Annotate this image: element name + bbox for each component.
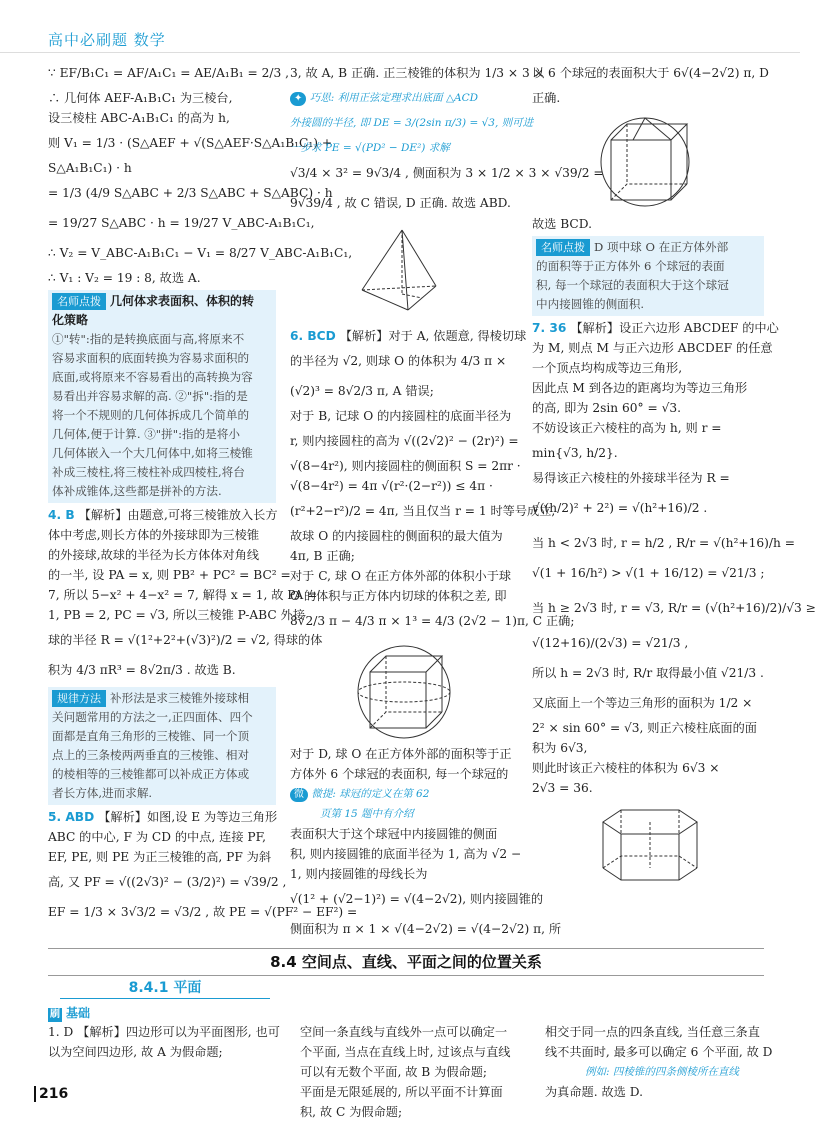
note-line [290,784,518,804]
solution-line: 3, 故 A, B 正确. 正三棱锥的体积为 1/3 × 3 × [290,66,544,80]
tip-box-method [48,687,276,805]
question-text: 【解析】如图,设 E 为等边三角形 [98,810,278,824]
question-4-line [48,505,276,525]
answer-line: 积, 故 C 为假命题; [300,1105,403,1119]
tip-line: 底面,或将原来不容易看出的高转换为容 [52,370,253,384]
side-note-tip [290,88,534,158]
answer-line: 1. D 【解析】四边形可以为平面图形, 也可 [48,1025,280,1039]
note-line [290,88,518,108]
solution-line: 1, 则内接圆锥的母线长为 [290,867,428,881]
solution-line: 表面积大于这个球冠中内接圆锥的侧面 [290,827,498,841]
solution-line: ∴ 几何体 AEF-A₁B₁C₁ 为三棱台, [48,91,233,105]
question-6-line: r, 则内接圆柱的高为 √((2√2)² − (2r)²) = [290,434,519,448]
tip-line: 补成三棱柱,将三棱柱补成四棱柱,将台 [52,465,245,479]
section-header [48,948,764,976]
answer-line: 为真命题. 故选 D. [545,1085,643,1099]
tip-line: 将一个不规则的几何体拆成几个简单的 [52,408,250,422]
solution-line: 故选 BCD. [532,217,592,231]
question-6-line: O 的体积与正方体内切球的体积之差, 即 [290,589,507,603]
question-7-line: 所以 h = 2√3 时, R/r 取得最小值 √21/3 . [532,666,764,680]
note-text: 微提: 球冠的定义在第 62 [311,788,430,800]
tip-title: 几何体求表面积、体积的转 [110,294,255,308]
level-text: 基础 [66,1006,91,1020]
question-4-line: 7, 所以 5−x² + 4−x² = 7, 解得 x = 1, 故 PA = [48,588,318,602]
pyramid-figure [344,222,464,322]
level-icon: 刷 [50,1009,60,1020]
tip-line: 化策略 [52,313,89,327]
section-title: 8.4 空间点、直线、平面之间的位置关系 [270,953,542,971]
tip-line: 面都是直角三角形的三棱锥、同一个顶 [52,729,250,743]
solution-line: ∴ V₁ : V₂ = 19 : 8, 故选 A. [48,271,201,285]
question-6-line: 8√2/3 π − 4/3 π × 1³ = 4/3 (2√2 − 1)π, C 正确; [290,614,575,628]
question-7-line: 2√3 = 36. [532,781,593,795]
question-4-line: 的外接球,故球的半径为长方体体对角线 [48,548,260,562]
solution-line: 侧面积为 π × 1 × √(4−2√2) = √(4−2√2) π, 所 [290,922,562,936]
solution-line: 9√39/4 , 故 C 错误, D 正确. 故选 ABD. [290,196,511,210]
question-7-line [532,318,779,338]
tip-line: 几何体嵌入一个大几何体中,如将三棱锥 [52,446,253,460]
question-5-line: 高, 又 PF = √((2√3)² − (3/2)²) = √39/2 , [48,875,287,889]
answer-line: 线不共面时, 最多可以确定 6 个平面, 故 D [545,1045,773,1059]
solution-line: √(1² + (√2−1)²) = √(4−2√2), 则内接圆锥的 [290,892,544,906]
note-line: 一步求 PE = √(PD² − DE²) 求解 [290,142,450,154]
solution-line: 则 V₁ = 1/3 · (S△AEF + √(S△AEF·S△A₁B₁C₁) + [48,136,333,150]
cube-sphere-figure [573,112,723,210]
solution-line: 对于 D, 球 O 在正方体外部的面积等于正 [290,747,512,761]
question-4-line: 球的半径 R = √(1²+2²+(√3)²)/2 = √2, 得球的体 [48,633,323,647]
question-number: 4. B [48,508,75,522]
question-4-line: 1, PB = 2, PC = √3, 所以三棱锥 P-ABC 外接 [48,608,305,622]
side-note-hint [290,784,518,824]
question-4-line: 的一半, 设 PA = x, 则 PB² + PC² = BC² = [48,568,291,582]
question-7-line: 积为 6√3, [532,741,588,755]
question-6-line: (r²+2−r²)/2 = 4π, 当且仅当 r = 1 时等号成立, [290,504,556,518]
question-4-line: 积为 4/3 πR³ = 8√2π/3 . 故选 B. [48,663,236,677]
question-7-line: √(1 + 16/h²) > √(1 + 16/12) = √21/3 ; [532,566,765,580]
idea-icon: ✦ [290,92,306,106]
answer-line: 相交于同一点的四条直线, 当任意三条直 [545,1025,760,1039]
question-6-line: √(8−4r²), 则内接圆柱的侧面积 S = 2πr · [290,459,521,473]
solution-line: 设三棱柱 ABC-A₁B₁C₁ 的高为 h, [48,111,230,125]
tip-tag: 规律方法 [52,690,106,707]
tip-line: 的棱相等的三棱锥都可以补成正方体或 [52,767,250,781]
answer-line: 平面是无限延展的, 所以平面不计算面 [300,1085,503,1099]
hint-icon: 微 [290,788,308,802]
note-line: 外接圆的半径, 即 DE = 3/(2sin π/3) = √3, 则可进 [290,117,534,129]
tip-line: 关问题常用的方法之一,正四面体、四个 [52,710,253,724]
tip-line: 的面积等于正方体外 6 个球冠的表面 [536,259,725,273]
tip-tag: 名师点拨 [536,239,590,256]
question-5-line [48,807,276,827]
tip-line: 补形法是求三棱锥外接球相 [110,691,250,705]
question-7-line: √((h/2)² + 2²) = √(h²+16)/2 . [532,501,708,515]
solution-line: ∵ EF/B₁C₁ = AF/A₁C₁ = AE/A₁B₁ = 2/3 , [48,66,289,80]
tip-line: 者长方体,进而求解. [52,786,153,800]
answer-line: 个平面, 当点在直线上时, 过该点与直线 [300,1045,511,1059]
bottom-column-3 [545,1022,773,1102]
answer-note: 例如: 四棱锥的四条侧棱所在直线 [585,1066,739,1078]
question-6-line: √(8−4r²) = 4π √(r²·(2−r²)) ≤ 4π · [290,479,493,493]
solution-line: 以 6 个球冠的表面积大于 6√(4−2√2) π, D [532,66,769,80]
book-title: 高中必刷题 数学 [48,31,166,49]
tip-line: 易看出并容易求解的高. ②"拆":指的是 [52,389,248,403]
solution-line: 正确. [532,91,561,105]
question-6-line: 故球 O 的内接圆柱的侧面积的最大值为 [290,529,503,543]
bottom-column-2 [300,1022,532,1122]
question-7-line: 当 h < 2√3 时, r = h/2 , R/r = √(h²+16)/h = [532,536,795,550]
question-7-line: 为 M, 则点 M 与正六边形 ABCDEF 的任意 [532,341,773,355]
question-7-line: 不妨设该正六棱柱的高为 h, 则 r = [532,421,722,435]
question-text: 【解析】设正六边形 ABCDEF 的中心 [570,321,779,335]
tip-box-strategy [48,290,276,503]
solution-line: 方体外 6 个球冠的表面积, 每一个球冠的 [290,767,509,781]
question-number: 5. ABD [48,810,95,824]
level-label [48,1003,90,1023]
tip-line: 点上的三条棱两两垂直的三棱锥、相对 [52,748,250,762]
question-6-line: 对于 C, 球 O 在正方体外部的体积小于球 [290,569,512,583]
sphere-cube-figure [334,640,474,740]
subsection-rule [60,998,270,999]
tip-line: 积, 每一个球冠的表面积大于这个球冠 [536,278,729,292]
question-5-line: ABC 的中心, F 为 CD 的中点, 连接 PF, [48,830,267,844]
solution-line: = 19/27 S△ABC · h = 19/27 V_ABC-A₁B₁C₁, [48,216,315,230]
tip-line: D 项中球 O 在正方体外部 [594,240,729,254]
question-7-line: 一个顶点均构成等边三角形, [532,361,683,375]
page-number: 216 [34,1086,68,1102]
question-number: 7. 36 [532,321,567,335]
question-6-line: 对于 B, 记球 O 的内接圆柱的底面半径为 [290,409,512,423]
question-7-line: 当 h ≥ 2√3 时, r = √3, R/r = (√(h²+16)/2)/√3 ≥ [532,601,816,615]
tip-line: ①"转":指的是转换底面与高,将原来不 [52,332,245,346]
tip-tag: 名师点拨 [52,293,106,310]
question-number: 6. BCD [290,329,336,343]
solution-line: = 1/3 (4/9 S△ABC + 2/3 S△ABC + S△ABC) · h [48,186,333,200]
question-7-line: 因此点 M 到各边的距离均为等边三角形 [532,381,748,395]
header-rule [0,52,800,53]
tip-line: 体补成锥体,这些都是拼补的方法. [52,484,222,498]
solution-line: 积, 则内接圆锥的底面半径为 1, 高为 √2 − [290,847,522,861]
solution-line: ∴ V₂ = V_ABC-A₁B₁C₁ − V₁ = 8/27 V_ABC-A₁B₁C₁, [48,246,353,260]
tip-box-d [532,236,764,316]
question-6-line: 4π, B 正确; [290,549,355,563]
question-4-line: 体中考虑,则长方体的外接球即为三棱锥 [48,528,260,542]
bottom-column-1 [48,1022,280,1062]
question-6-line: 的半径为 √2, 则球 O 的体积为 4/3 π × [290,354,507,368]
question-text: 【解析】对于 A, 依题意, 得棱切球 [339,329,527,343]
solution-line: √3/4 × 3² = 9√3/4 , 侧面积为 3 × 1/2 × 3 × √39/2 = [290,166,604,180]
question-5-line: EF = 1/3 × 3√3/2 = √3/2 , 故 PE = √(PF² − EF²) = [48,905,358,919]
question-6-line: (√2)³ = 8√2/3 π, A 错误; [290,384,434,398]
question-7-line: √(12+16)/(2√3) = √21/3 , [532,636,689,650]
question-7-line: min{√3, h/2}. [532,446,618,460]
hexagonal-prism-figure [583,802,713,886]
answer-line: 空间一条直线与直线外一点可以确定一 [300,1025,508,1039]
question-7-line: 又底面上一个等边三角形的面积为 1/2 × [532,696,753,710]
question-text: 【解析】由题意,可将三棱锥放入长方 [78,508,278,522]
tip-line: 容易求面积的底面转换为容易求面积的 [52,351,250,365]
answer-line: 以为空间四边形, 故 A 为假命题; [48,1045,223,1059]
answer-line: 可以有无数个平面, 故 B 为假命题; [300,1065,487,1079]
question-6-line [290,326,527,346]
column-3 [532,58,816,890]
note-text: 巧思: 利用正弦定理求出底面 △ACD [309,92,479,104]
question-7-line: 则此时该正六棱柱的体积为 6√3 × [532,761,720,775]
question-7-line: 的高, 即为 2sin 60° = √3. [532,401,681,415]
question-7-line: 2² × sin 60° = √3, 则正六棱柱底面的面 [532,721,757,735]
tip-line: 中内接圆锥的侧面积. [536,297,645,311]
question-5-line: EF, PE, 则 PE 为正三棱锥的高, PF 为斜 [48,850,272,864]
tip-line: 几何体,便于计算. ③"拼":指的是将小 [52,427,240,441]
note-line: 页第 15 题中有介绍 [320,808,414,820]
question-7-line: 易得该正六棱柱的外接球半径为 R = [532,471,730,485]
solution-line: S△A₁B₁C₁) · h [48,161,132,175]
subsection-title: 8.4.1 平面 [128,980,202,996]
